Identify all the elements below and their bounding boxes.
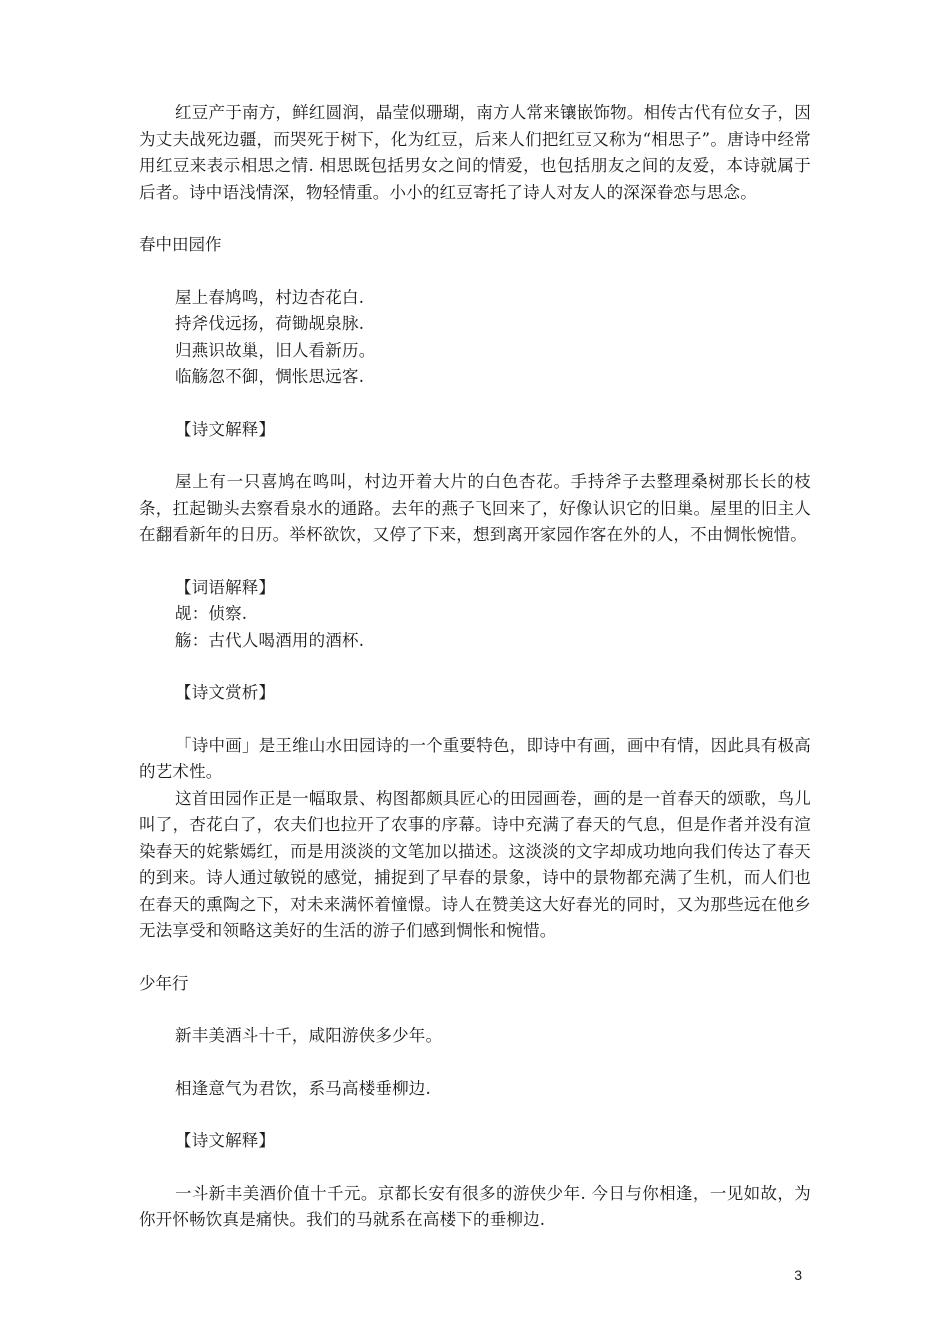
page-number: 3 xyxy=(794,1267,802,1283)
poem-line: 新丰美酒斗十千，咸阳游侠多少年。 xyxy=(175,1026,443,1045)
red-bean-paragraph: 红豆产于南方，鲜红圆润，晶莹似珊瑚，南方人常来镶嵌饰物。相传古代有位女子，因为丈夫战死边疆，而哭死于树下，化为红豆，后来人们把红豆又称为“相思子”。唐诗中经常用红豆来表示相思之情. 相思既包括男女之间的情爱，也包括朋友之间的友爱，本诗就属于后者。诗中语浅情深，物轻情重。小小的红豆寄托了诗人对友人的深深眷恋与思念。 xyxy=(139,103,811,202)
section-heading-explanation: 【诗文解释】 xyxy=(175,1131,276,1150)
poem-line: 临觞忽不御，惆怅思远客. xyxy=(175,367,365,386)
explanation-paragraph: 一斗新丰美酒价值十千元。京都长安有很多的游侠少年. 今日与你相逢，一见如故，为你开怀畅饮真是痛快。我们的马就系在高楼下的垂柳边. xyxy=(139,1183,811,1229)
poem-line: 归燕识故巢，旧人看新历。 xyxy=(175,340,376,360)
poem-line: 持斧伐远扬，荷锄觇泉脉. xyxy=(175,314,365,333)
poem-line: 相逢意气为君饮，系马高楼垂柳边. xyxy=(175,1078,431,1098)
poem-lines xyxy=(139,285,811,391)
poem-title-spring-farm: 春中田园作 xyxy=(139,235,222,254)
word-definition: 觞：古代人喝酒用的酒杯. xyxy=(175,630,365,650)
explanation-paragraph: 屋上有一只喜鸠在鸣叫，村边开着大片的白色杏花。手持斧子去整理桑树那长长的枝条，扛起锄头去察看泉水的通路。去年的燕子飞回来了，好像认识它的旧巢。屋里的旧主人在翻看新年的日历。举杯欲饮，又停了下来，想到离开家园作客在外的人，不由惆怅惋惜。 xyxy=(139,472,811,544)
appreciation-paragraph: 这首田园作正是一幅取景、构图都颇具匠心的田园画卷，画的是一首春天的颂歌，鸟儿叫了，杏花白了，农夫们也拉开了农事的序幕。诗中充满了春天的气息，但是作者并没有渲染春天的姹紫嫣红，而是用淡淡的文笔加以描述。这淡淡的文字却成功地向我们传达了春天的到来。诗人通过敏锐的感觉，捕捉到了早春的景象，诗中的景物都充满了生机，而人们也在春天的熏陶之下，对未来满怀着憧憬。诗人在赞美这大好春光的同时，又为那些远在他乡无法享受和领略这美好的生活的游子们感到惆怅和惋惜。 xyxy=(139,788,811,940)
poem-title-youth: 少年行 xyxy=(139,973,189,993)
section-heading-appreciation: 【诗文赏析】 xyxy=(175,683,276,702)
appreciation-paragraph: 「诗中画」是王维山水田园诗的一个重要特色，即诗中有画，画中有情，因此具有极高的艺术性。 xyxy=(139,735,811,781)
section-heading-explanation: 【诗文解释】 xyxy=(175,419,276,439)
poem-line: 屋上春鸠鸣，村边杏花白. xyxy=(175,287,365,307)
word-definition: 觇：侦察. xyxy=(175,604,248,623)
section-heading-words: 【词语解释】 xyxy=(175,577,276,597)
document-body xyxy=(139,100,811,1234)
